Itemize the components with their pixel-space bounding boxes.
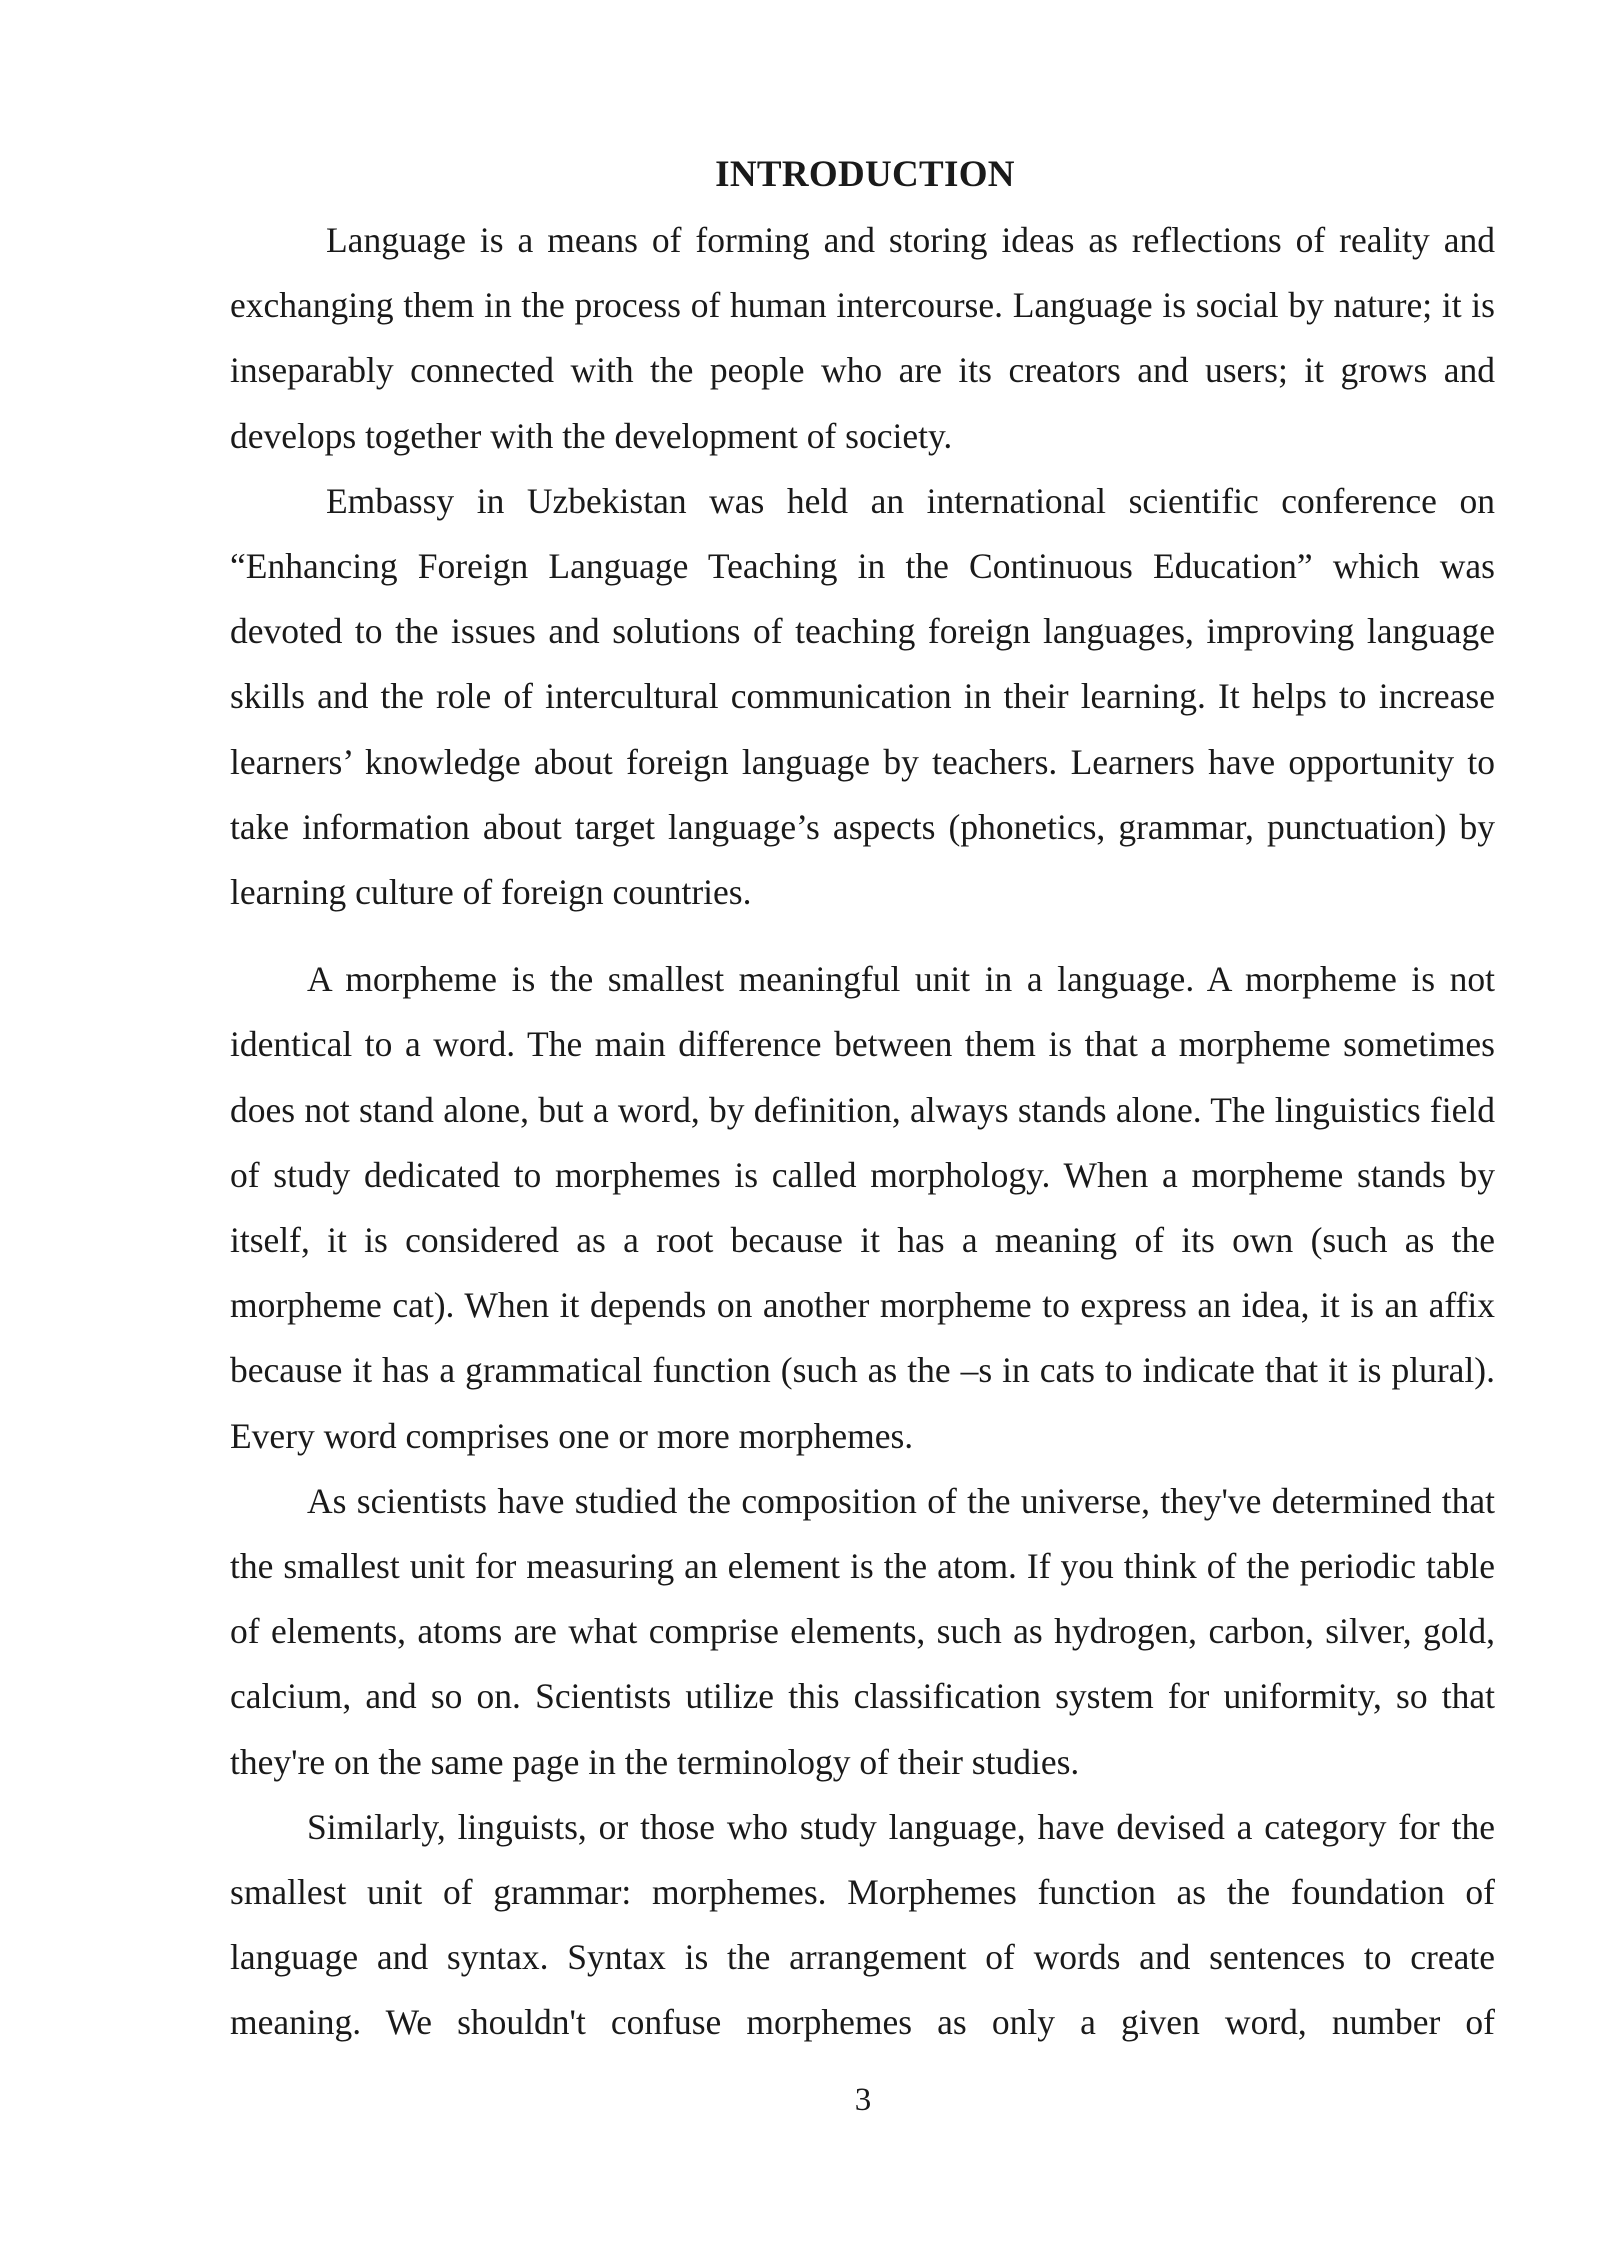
section-title: INTRODUCTION (715, 154, 1015, 195)
paragraph-morpheme-definition: A morpheme is the smallest meaningful unit in a language. A morpheme is not identical to a word. The main difference between them is that a morpheme sometimes does not stand alone, but a word, by definition, always stands alone. The linguistics field of study dedicated to morphemes is called morphology. When a morpheme stands by itself, it is considered as a root because it has a meaning of its own (such as the morpheme cat). When it depends on another morpheme to express an idea, it is an affix because it has a grammatical function (such as the –s in cats to indicate that it is plural). Every word comprises one or more morphemes. (230, 959, 1495, 1456)
paragraph-language-definition: Language is a means of forming and storing ideas as reflections of reality and exchanging them in the process of human intercourse. Language is social by nature; it is inseparably connected with the people who are its creators and users; it grows and develops together with the development of society. (230, 220, 1495, 456)
paragraph-morpheme-syntax: Similarly, linguists, or those who study language, have devised a category for the smallest unit of grammar: morphemes. Morphemes function as the foundation of language and syntax. Syntax is the arrangement of words and sentences to create meaning. We shouldn't confuse morphemes as only a given word, number of (230, 1806, 1495, 2043)
page-number: 3 (854, 2082, 872, 2118)
document-body (230, 208, 1495, 2056)
paragraph-embassy-conference: Embassy in Uzbekistan was held an international scientific conference on “Enhancing Foreign Language Teaching in the Continuous Education” which was devoted to the issues and solutions of teaching foreign languages, improving language skills and the role of intercultural communication in their learning. It helps to increase learners’ knowledge about foreign language by teachers. Learners have opportunity to take information about target language’s aspects (phonetics, grammar, punctuation) by learning culture of foreign countries. (230, 480, 1495, 913)
paragraph-atom-analogy: As scientists have studied the composition of the universe, they've determined that the smallest unit for measuring an element is the atom. If you think of the periodic table of elements, atoms are what comprise elements, such as hydrogen, carbon, silver, gold, calcium, and so on. Scientists utilize this classification system for uniformity, so that they're on the same page in the terminology of their studies. (230, 1480, 1495, 1782)
